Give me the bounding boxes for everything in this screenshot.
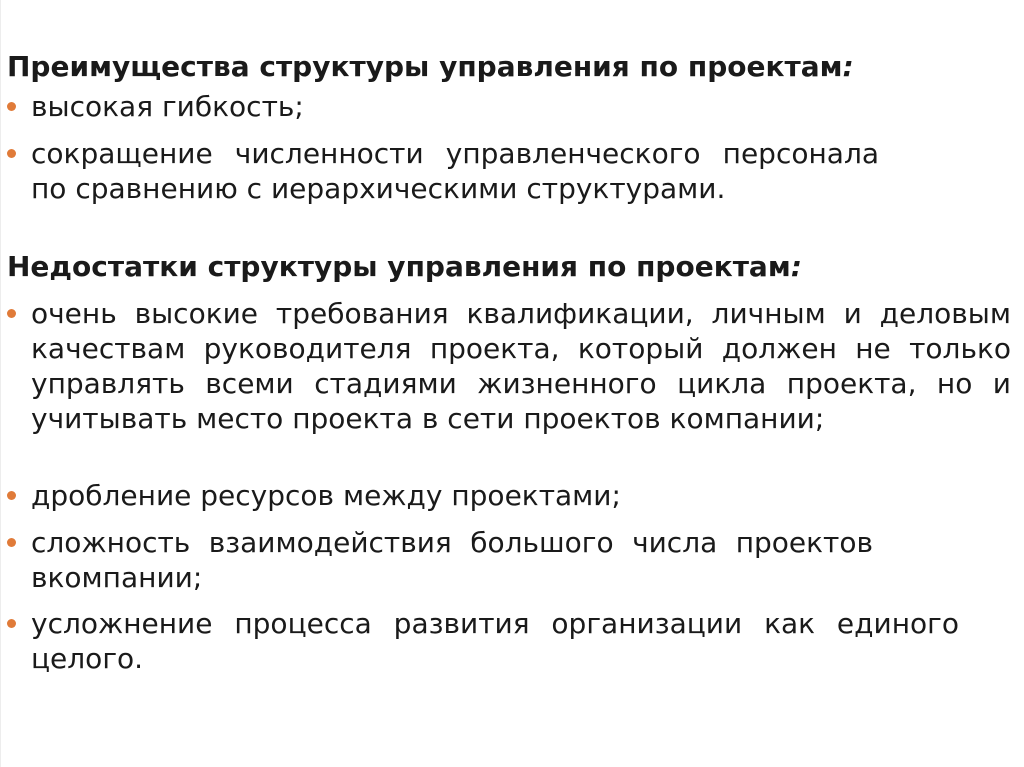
disadvantages-colon: : <box>790 250 802 283</box>
bullet-icon <box>7 149 16 158</box>
disadvantage-item-4: усложнение процесса развития организации как единого целого. <box>31 607 959 675</box>
slide-left-border <box>0 0 1 767</box>
advantages-colon: : <box>842 50 854 83</box>
disadvantages-heading <box>7 250 802 284</box>
disadvantage-item-3: сложность взаимодействия большого числа проектов вкомпании; <box>31 526 873 594</box>
bullet-icon <box>7 309 16 318</box>
bullet-icon <box>7 491 16 500</box>
advantage-item-1: высокая гибкость; <box>31 90 304 123</box>
disadvantage-item-1: очень высокие требования квалификации, личным и деловым качествам руководителя проекта, который должен не только управлять всеми стадиями жизненного цикла проекта, но и учитывать место проекта в сети проектов компании; <box>31 297 1011 435</box>
bullet-icon <box>7 102 16 111</box>
disadvantages-title: Недостатки структуры управления по проектам <box>7 250 791 283</box>
advantages-heading <box>7 50 854 84</box>
advantages-title: Преимущества структуры управления по проектам <box>7 50 843 83</box>
disadvantage-item-2: дробление ресурсов между проектами; <box>31 479 621 512</box>
bullet-icon <box>7 619 16 628</box>
advantage-item-2: сокращение численности управленческого персонала по сравнению с иерархическими структурами. <box>31 137 879 205</box>
bullet-icon <box>7 538 16 547</box>
